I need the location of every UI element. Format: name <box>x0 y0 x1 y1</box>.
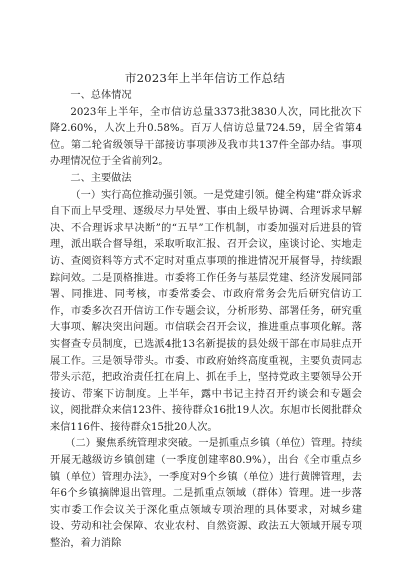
sub-heading-1: （一）实行高位推动强引领。 <box>70 189 204 201</box>
practice-text-1: 一是党建引领。健全构建“群众诉求自下而上早受理、逐级尽力早处置、事由上级早协调、合理诉求早解决、不合理诉求早决断”的“五早”工作机制，市委加强对后进县的管理，派出联合督导组，采取听取汇报、召开会议，座谈讨论、实地走访、查阅资料等方式不定时对重点事项的推进情况开展督导，持续跟踪问效。二是顶格推进。市委将工作任务与基层党建、经济发展同部署、同推进、同考核，市委常委会、市政府常务会先后研究信访工作，市委多次召开信访工作专题会议，分析形势、部署任务，研究重大事项、解决突出问题。市信联会召开会议，推进重点事项化解。落实督查专员制度，已选派4批13名新提拔的县处级干部在市局驻点开展工作。三是领导带头。市委、市政府始终高度重视，主要负责同志带头示范，把政治责任扛在肩上、抓在手上，坚持党政主要领导公开接访、带案下访制度。上半年，露中书记主持召开约谈会和专题会议，阅批群众来信123件、接待群众16批19人次。东旭市长阅批群众来信116件、接待群众15批20人次。 <box>50 189 362 433</box>
document-body <box>50 88 362 553</box>
overview-paragraph: 2023年上半年，全市信访总量3373批3830人次，同比批次下降2.60%，人次上升0.58%。百万人信访总量724.59，居全省第4位。第二轮省级领导干部接访事项涉及我市共137件全部办结。事项办理情况位于全省前列2。 <box>50 106 362 168</box>
sub-heading-2: （二）聚焦系统管理求突破。 <box>65 438 199 450</box>
section-heading-overview: 一、总体情况 <box>70 90 132 101</box>
practice-paragraph-2 <box>50 436 362 552</box>
document-title: 市2023年上半年信访工作总结 <box>124 71 286 85</box>
section-heading-main-practices: 二、主要做法 <box>70 172 132 184</box>
practice-text-2: 一是抓重点乡镇（单位）管理。持续开展无越级访乡镇创建（一季度创建率80.9%），出台《全市重点乡镇（单位）管理办法》，一季度对9个乡镇（单位）进行黄牌管理，去年6个乡镇摘牌退出管理。二是抓重点领域（群体）管理。进一步落实市委工作会议关于深化重点领域专项治理的具体要求，对城乡建设、劳动和社会保障、农业农村、自然资源、政法五大领域开展专项整治，着力消除 <box>50 438 363 550</box>
practice-paragraph-1 <box>50 188 362 437</box>
